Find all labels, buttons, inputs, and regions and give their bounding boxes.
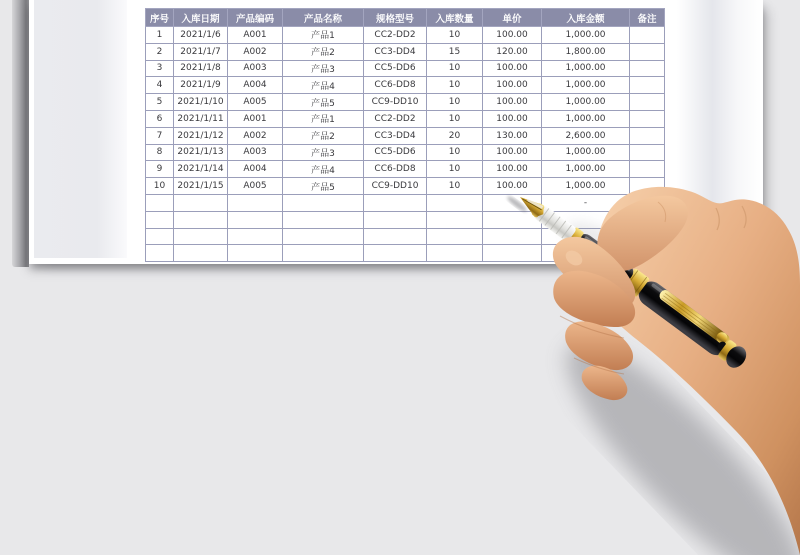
table-cell: 产品1 — [283, 27, 364, 44]
table-cell: 2021/1/11 — [174, 110, 228, 127]
table-cell — [283, 211, 364, 228]
table-cell — [427, 211, 483, 228]
table-cell — [228, 245, 283, 262]
table-cell — [630, 43, 665, 60]
table-cell: 100.00 — [483, 110, 542, 127]
table-cell: 2021/1/14 — [174, 161, 228, 178]
table-cell: CC6-DD8 — [364, 77, 427, 94]
table-cell: 4 — [146, 77, 174, 94]
table-cell — [630, 110, 665, 127]
table-cell — [174, 211, 228, 228]
table-row — [146, 43, 665, 60]
table-cell: 2021/1/15 — [174, 178, 228, 195]
table-cell: - — [542, 194, 630, 211]
table-cell — [630, 27, 665, 44]
table-cell — [146, 228, 174, 245]
page-stack-edge — [12, 0, 29, 267]
table-cell: CC3-DD4 — [364, 43, 427, 60]
table-cell: 2021/1/9 — [174, 77, 228, 94]
table-cell: 2021/1/10 — [174, 94, 228, 111]
table-cell: A004 — [228, 77, 283, 94]
table-cell — [174, 228, 228, 245]
table-cell — [630, 77, 665, 94]
table-cell — [283, 228, 364, 245]
table-cell: CC2-DD2 — [364, 27, 427, 44]
table-cell: 1,000.00 — [542, 94, 630, 111]
table-cell — [630, 94, 665, 111]
table-cell: 100.00 — [483, 144, 542, 161]
table-cell: 1,000.00 — [542, 144, 630, 161]
table-cell: CC3-DD4 — [364, 127, 427, 144]
table-cell: 2 — [146, 43, 174, 60]
column-header: 入库金额 — [542, 9, 630, 27]
table-cell — [146, 245, 174, 262]
table-cell: 100.00 — [483, 77, 542, 94]
table-cell: 产品4 — [283, 77, 364, 94]
table-cell: 130.00 — [483, 127, 542, 144]
table-cell: A005 — [228, 94, 283, 111]
table-row — [146, 27, 665, 44]
table-cell: 10 — [427, 144, 483, 161]
table-cell: 产品5 — [283, 178, 364, 195]
table-cell: 20 — [427, 127, 483, 144]
table-cell: 1,000.00 — [542, 27, 630, 44]
table-cell: 100.00 — [483, 27, 542, 44]
table-cell: 9 — [146, 161, 174, 178]
table-header-row — [146, 9, 665, 27]
table-cell: 10 — [427, 178, 483, 195]
table-cell: CC5-DD6 — [364, 144, 427, 161]
table-row — [146, 94, 665, 111]
table-cell: 10 — [427, 110, 483, 127]
table-cell: 15 — [427, 43, 483, 60]
table-cell: 2021/1/8 — [174, 60, 228, 77]
table-cell: A003 — [228, 60, 283, 77]
table-row — [146, 110, 665, 127]
side-panel — [34, 0, 127, 258]
table-cell — [364, 211, 427, 228]
table-cell: A005 — [228, 178, 283, 195]
table-cell: 2021/1/7 — [174, 43, 228, 60]
table-cell: 10 — [427, 161, 483, 178]
column-header: 入库数量 — [427, 9, 483, 27]
column-header: 产品名称 — [283, 9, 364, 27]
hand-with-pen — [490, 130, 800, 555]
table-cell: 8 — [146, 144, 174, 161]
table-cell: A004 — [228, 161, 283, 178]
table-cell — [427, 194, 483, 211]
table-cell: 2021/1/12 — [174, 127, 228, 144]
table-cell: 产品1 — [283, 110, 364, 127]
table-cell: 3 — [146, 60, 174, 77]
table-cell: 1 — [146, 27, 174, 44]
table-cell — [174, 194, 228, 211]
table-cell: 产品2 — [283, 43, 364, 60]
table-cell — [146, 211, 174, 228]
table-cell: 产品5 — [283, 94, 364, 111]
table-cell — [364, 245, 427, 262]
table-cell: 10 — [146, 178, 174, 195]
table-cell: 100.00 — [483, 161, 542, 178]
table-cell: 2021/1/6 — [174, 27, 228, 44]
table-cell: 5 — [146, 94, 174, 111]
table-cell: CC6-DD8 — [364, 161, 427, 178]
table-cell — [283, 194, 364, 211]
column-header: 序号 — [146, 9, 174, 27]
table-cell — [228, 211, 283, 228]
table-cell: 10 — [427, 77, 483, 94]
table-cell: 2,600.00 — [542, 127, 630, 144]
table-cell — [228, 228, 283, 245]
table-cell: A001 — [228, 27, 283, 44]
column-header: 单价 — [483, 9, 542, 27]
table-cell — [427, 228, 483, 245]
table-cell: A002 — [228, 43, 283, 60]
table-cell: 6 — [146, 110, 174, 127]
table-cell: CC2-DD2 — [364, 110, 427, 127]
table-cell: 7 — [146, 127, 174, 144]
table-cell — [630, 60, 665, 77]
table-cell — [364, 194, 427, 211]
table-row — [146, 77, 665, 94]
table-cell: A002 — [228, 127, 283, 144]
table-cell: 1,000.00 — [542, 77, 630, 94]
table-cell: 产品2 — [283, 127, 364, 144]
table-row — [146, 60, 665, 77]
table-cell: 2021/1/13 — [174, 144, 228, 161]
table-cell: 10 — [427, 94, 483, 111]
table-cell: 100.00 — [483, 60, 542, 77]
table-cell: 100.00 — [483, 178, 542, 195]
column-header: 备注 — [630, 9, 665, 27]
table-cell: 1,000.00 — [542, 161, 630, 178]
table-cell: CC5-DD6 — [364, 60, 427, 77]
column-header: 规格型号 — [364, 9, 427, 27]
table-cell: 1,800.00 — [542, 43, 630, 60]
table-cell — [427, 245, 483, 262]
table-cell: 1,000.00 — [542, 60, 630, 77]
table-cell: 产品3 — [283, 60, 364, 77]
table-cell — [283, 245, 364, 262]
table-cell: 1,000.00 — [542, 178, 630, 195]
table-cell: 120.00 — [483, 43, 542, 60]
column-header: 入库日期 — [174, 9, 228, 27]
table-cell — [364, 228, 427, 245]
table-cell: 100.00 — [483, 94, 542, 111]
table-cell: 10 — [427, 60, 483, 77]
table-cell — [174, 245, 228, 262]
table-cell: CC9-DD10 — [364, 178, 427, 195]
table-cell: CC9-DD10 — [364, 94, 427, 111]
table-cell — [146, 194, 174, 211]
table-cell: 10 — [427, 27, 483, 44]
column-header: 产品编码 — [228, 9, 283, 27]
table-cell: A001 — [228, 110, 283, 127]
table-cell: 产品3 — [283, 144, 364, 161]
table-cell: A003 — [228, 144, 283, 161]
table-cell — [228, 194, 283, 211]
table-cell: 产品4 — [283, 161, 364, 178]
table-cell: 1,000.00 — [542, 110, 630, 127]
